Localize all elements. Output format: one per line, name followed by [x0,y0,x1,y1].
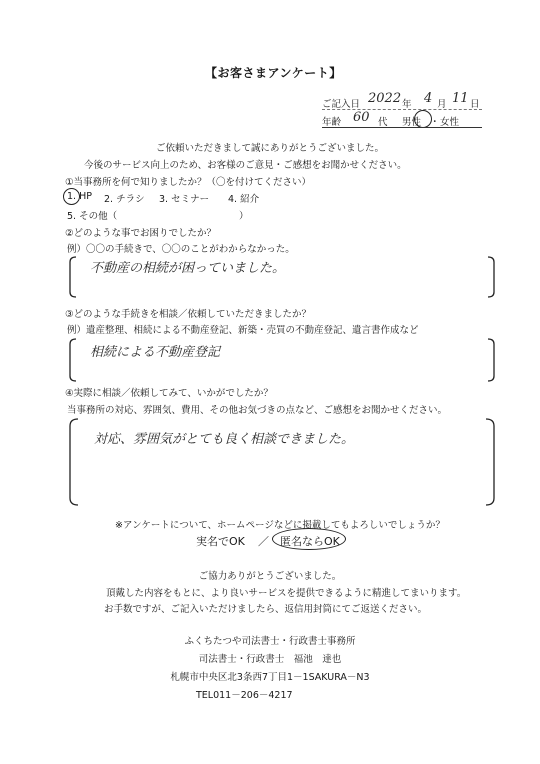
gender-female: 女性 [440,117,460,128]
q1-option-hp-circle [63,188,80,205]
date-underline [322,109,482,110]
q1-option-hp: 1. HP [67,191,92,202]
year-suffix: 年 [402,99,412,110]
intro-line-1: ご依頼いただきまして誠にありがとうございました。 [155,143,384,154]
q3-example: 例）遺産整理、相続による不動産登記、新築・売買の不動産登記、遺言書作成など [67,325,419,336]
office-name: ふくちたつや司法書士・行政書士事務所 [184,636,356,647]
office-tel: TEL011－206－4217 [196,690,293,701]
q1-question: ①当事務所を何で知りましたか？（〇を付けてください） [65,177,312,188]
day-suffix: 日 [470,99,480,110]
publish-anonymous: 匿名ならOK [280,535,340,548]
age-label: 年齢 [322,117,342,128]
publish-separator: ／ [258,535,269,548]
q1-option-flyer: 2. チラシ [104,194,145,205]
age-underline [322,127,482,128]
q1-option-referral: 4. 紹介 [228,194,260,205]
publish-question: ※アンケートについて、ホームページなどに掲載してもよろしいでしょうか？ [115,520,445,531]
date-year-value: 2022 [368,91,402,106]
q2-question: ②どのような事でお困りでしたか？ [65,228,217,239]
q1-option-seminar: 3. セミナー [159,194,210,205]
q1-other-label: 5. その他（ [67,211,118,222]
date-day-value: 11 [452,91,469,106]
q3-bracket-left [68,338,78,382]
q4-question: ④実際に相談／依頼してみて、いかがでしたか？ [65,388,273,399]
closing-line-1: 頂戴した内容をもとに、より良いサービスを提供できるように精進してまいります。 [106,588,467,599]
date-month-value: 4 [424,91,433,106]
publish-anonymous-circle [272,528,346,550]
q3-question: ③どのような手続きを相談／依頼していただきましたか？ [65,309,312,320]
q4-bracket-right [484,418,496,506]
q2-example: 例）〇〇の手続きで、〇〇のことがわからなかった。 [67,244,295,255]
q2-bracket-left [68,256,78,298]
gender-separator: ・ [430,117,440,128]
intro-line-2: 今後のサービス向上のため、お客様のご意見・ご感想をお聞かせください。 [84,160,407,171]
publish-real-name: 実名でOK [196,535,245,548]
q1-other-close: ） [239,211,249,222]
office-address: 札幌市中央区北3条西7丁目1－1SAKURA－N3 [170,672,370,683]
q4-answer: 対応、雰囲気がとても良く相談できました。 [94,432,355,447]
q2-answer: 不動産の相続が困っていました。 [90,261,286,276]
q3-bracket-right [486,338,496,382]
date-label: ご記入日 [322,99,361,110]
closing-thanks: ご協力ありがとうございました。 [198,571,342,582]
page-title: 【お客さまアンケート】 [205,66,342,80]
gender-male: 男性 [402,117,422,128]
q4-bracket-left [68,418,80,506]
closing-line-2: お手数ですが、ご記入いただけましたら、返信用封筒にてご返送ください。 [104,604,428,615]
q2-bracket-right [486,256,496,298]
office-representative: 司法書士・行政書士 福池 達也 [198,654,342,665]
age-suffix: 代 [378,117,388,128]
q3-answer: 相続による不動産登記 [90,345,221,360]
age-value: 60 [353,110,370,125]
q4-example: 当事務所の対応、雰囲気、費用、その他お気づきの点など、ご感想をお聞かせください。 [67,405,448,416]
month-suffix: 月 [437,99,447,110]
